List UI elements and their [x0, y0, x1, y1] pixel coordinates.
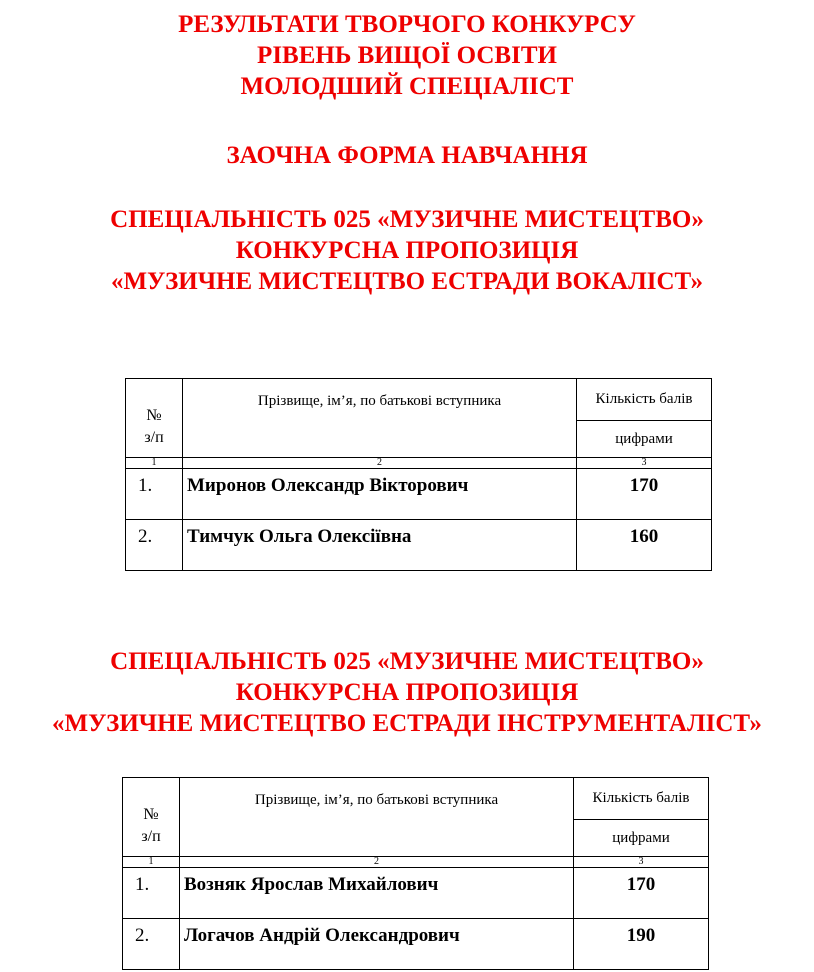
col-num-header: [126, 379, 183, 458]
applicant-score: 170: [577, 469, 712, 520]
row-number: 2.: [126, 520, 183, 571]
study-form-heading: [0, 140, 814, 171]
row-number: 1.: [126, 469, 183, 520]
section-1-title-1: СПЕЦІАЛЬНІСТЬ 025 «МУЗИЧНЕ МИСТЕЦТВО»: [110, 206, 704, 233]
applicant-score: 160: [577, 520, 712, 571]
col-score-header: Кількість балів: [577, 379, 712, 421]
applicant-score: 190: [574, 919, 709, 970]
row-number: 1.: [123, 868, 180, 919]
results-table-2: [122, 777, 709, 970]
index-cell: 3: [577, 458, 712, 469]
col-name-header: Прізвище, ім’я, по батькові вступника: [180, 778, 574, 857]
col-score-header: Кількість балів: [574, 778, 709, 820]
section-2-title-3: «МУЗИЧНЕ МИСТЕЦТВО ЕСТРАДИ ІНСТРУМЕНТАЛІСТ»: [52, 710, 762, 737]
col-name-header: Прізвище, ім’я, по батькові вступника: [183, 379, 577, 458]
applicant-name: Миронов Олександр Вікторович: [183, 469, 577, 520]
section-2-heading: [0, 646, 814, 739]
index-cell: 3: [574, 857, 709, 868]
applicant-score: 170: [574, 868, 709, 919]
table-row: [123, 919, 709, 970]
index-cell: 2: [180, 857, 574, 868]
col-num-header: [123, 778, 180, 857]
col-num-abbr: з/п: [144, 429, 164, 446]
col-score-subheader: цифрами: [574, 820, 709, 857]
section-1-title-2: КОНКУРСНА ПРОПОЗИЦІЯ: [235, 237, 579, 264]
heading-line-2: РІВЕНЬ ВИЩОЇ ОСВІТИ: [257, 42, 557, 69]
heading-line-1: РЕЗУЛЬТАТИ ТВОРЧОГО КОНКУРСУ: [178, 11, 636, 38]
col-num-symbol: №: [143, 806, 159, 823]
applicant-name: Возняк Ярослав Михайлович: [180, 868, 574, 919]
heading-line-3: МОЛОДШИЙ СПЕЦІАЛІСТ: [240, 73, 574, 100]
col-score-subheader: цифрами: [577, 421, 712, 458]
index-cell: 1: [123, 857, 180, 868]
applicant-name: Тимчук Ольга Олексіївна: [183, 520, 577, 571]
index-cell: 2: [183, 458, 577, 469]
results-heading: [0, 9, 814, 102]
table-row: [126, 520, 712, 571]
section-2-title-2: КОНКУРСНА ПРОПОЗИЦІЯ: [235, 679, 579, 706]
col-num-abbr: з/п: [141, 828, 161, 845]
row-number: 2.: [123, 919, 180, 970]
table-row: [126, 469, 712, 520]
section-2-title-1: СПЕЦІАЛЬНІСТЬ 025 «МУЗИЧНЕ МИСТЕЦТВО»: [110, 648, 704, 675]
index-cell: 1: [126, 458, 183, 469]
col-num-symbol: №: [146, 407, 162, 424]
applicant-name: Логачов Андрій Олександрович: [180, 919, 574, 970]
table-row: [123, 868, 709, 919]
section-1-heading: [0, 204, 814, 297]
study-form: ЗАОЧНА ФОРМА НАВЧАННЯ: [226, 142, 588, 169]
results-table-1: [125, 378, 712, 571]
section-1-title-3: «МУЗИЧНЕ МИСТЕЦТВО ЕСТРАДИ ВОКАЛІСТ»: [110, 268, 704, 295]
